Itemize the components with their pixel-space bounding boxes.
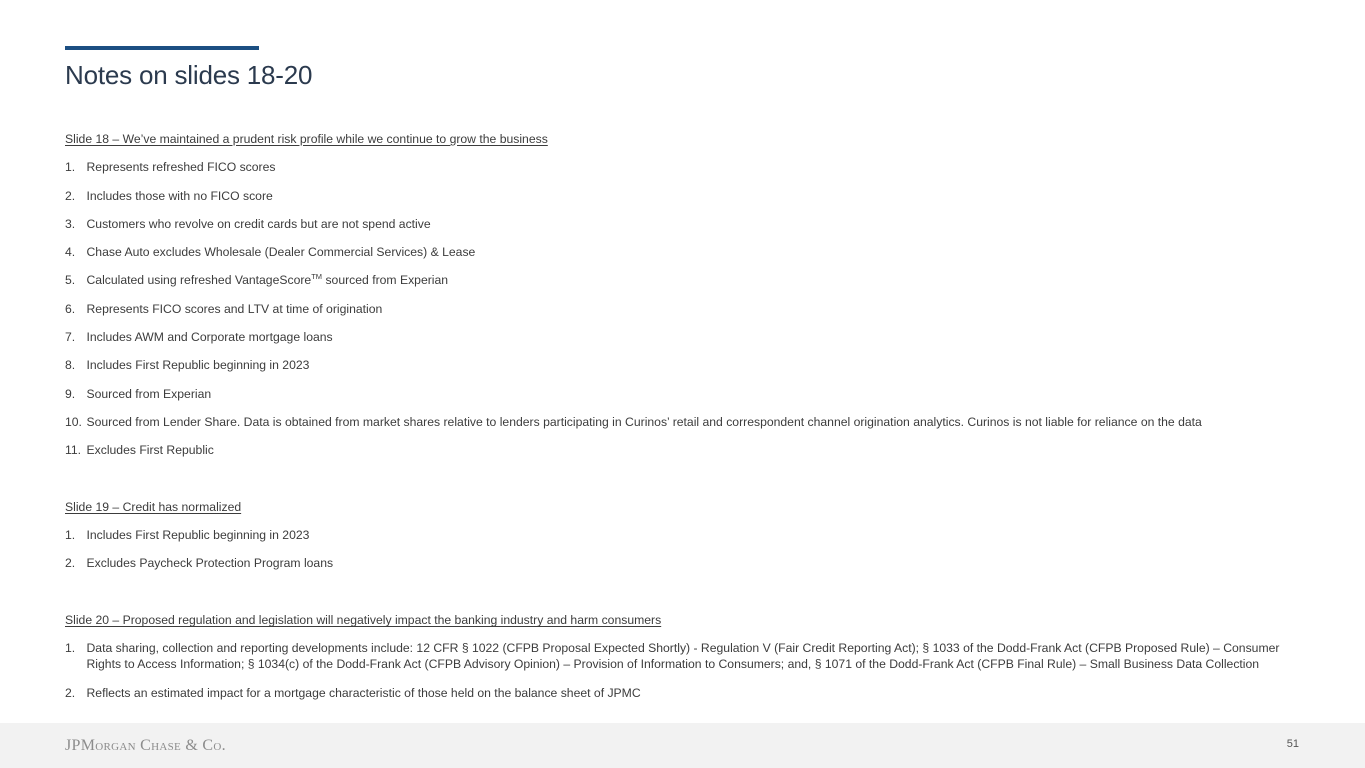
section-spacer: [65, 571, 1305, 612]
note-text: Chase Auto excludes Wholesale (Dealer Commercial Services) & Lease: [86, 245, 476, 260]
note-item: [65, 301, 1305, 317]
note-text: Customers who revolve on credit cards but are not spend active: [86, 216, 431, 231]
page-number: 51: [1286, 738, 1299, 750]
note-number: 1.: [65, 641, 76, 656]
note-text: Represents FICO scores and LTV at time of origination: [86, 301, 383, 316]
note-number: 10.: [65, 414, 82, 429]
note-item: [65, 555, 1305, 571]
note-item: [65, 188, 1305, 204]
note-item: [65, 329, 1305, 345]
page-title: Notes on slides 18-20: [65, 60, 313, 90]
note-number: 8.: [65, 358, 76, 373]
note-list: [65, 527, 1305, 571]
title-accent-bar: [65, 46, 259, 50]
notes-section-slide-18: [65, 131, 1305, 458]
note-text: Includes First Republic beginning in 2023: [86, 528, 310, 543]
note-text: Reflects an estimated impact for a mortgage characteristic of those held on the balance sheet of JPMC: [86, 685, 641, 700]
section-heading: Slide 18 – We’ve maintained a prudent risk profile while we continue to grow the business: [65, 132, 548, 146]
note-number: 2.: [65, 556, 76, 571]
note-item: [65, 414, 1305, 430]
note-item: [65, 527, 1305, 543]
note-number: 5.: [65, 273, 76, 288]
note-number: 11.: [65, 443, 82, 458]
notes-content: [65, 131, 1305, 701]
section-heading: Slide 20 – Proposed regulation and legislation will negatively impact the banking industry and harm consumers: [65, 613, 662, 628]
note-list: [65, 159, 1305, 458]
note-text: [87, 272, 1306, 288]
note-text: Represents refreshed FICO scores: [86, 160, 276, 175]
note-number: 2.: [65, 188, 76, 203]
note-number: 1.: [65, 528, 76, 543]
note-item: [65, 244, 1305, 260]
note-item: [65, 357, 1305, 373]
note-number: 2.: [65, 685, 76, 700]
note-text: Sourced from Experian: [86, 386, 212, 401]
notes-section-slide-19: [65, 499, 1305, 572]
trademark-superscript: TM: [311, 272, 323, 282]
note-item: [65, 272, 1305, 288]
note-item: [65, 159, 1305, 175]
note-text: Includes AWM and Corporate mortgage loans: [86, 330, 333, 345]
note-list: [65, 640, 1305, 700]
note-text: Includes those with no FICO score: [86, 188, 273, 203]
jpmorgan-logo: JPMorgan Chase & Co.: [65, 737, 226, 754]
section-heading: Slide 19 – Credit has normalized: [65, 499, 242, 514]
note-text: Data sharing, collection and reporting developments include: 12 CFR § 1022 (CFPB Proposal Expected Shortly) - Regulation V (Fair Credit Reporting Act); § 1033 of the Dodd-Frank Act (CFPB Proposed Rule) – Consumer Rights to Access Information; § 1034(c) of the Dodd-Frank Act (CFPB Advisory Opinion) – Provision of Information to Consumers; and, § 1071 of the Dodd-Frank Act (CFPB Final Rule) – Small Business Data Collection: [86, 641, 1280, 672]
note-text: Sourced from Lender Share. Data is obtained from market shares relative to lenders participating in Curinos’ retail and correspondent channel origination analytics. Curinos is not liable for reliance on the data: [86, 414, 1202, 429]
note-item: [65, 685, 1305, 701]
note-text-part: Calculated using refreshed VantageScore: [86, 273, 312, 288]
note-text: Excludes First Republic: [86, 443, 214, 458]
footer-bar: [0, 723, 1365, 768]
note-number: 6.: [65, 301, 76, 316]
note-item: [65, 640, 1305, 672]
note-number: 9.: [65, 386, 76, 401]
note-text: Includes First Republic beginning in 2023: [86, 358, 310, 373]
note-number: 7.: [65, 330, 76, 345]
notes-section-slide-20: [65, 612, 1305, 701]
note-number: 3.: [65, 216, 76, 231]
note-text: Excludes Paycheck Protection Program loans: [86, 556, 334, 571]
note-item: [65, 442, 1305, 458]
note-number: 1.: [65, 160, 76, 175]
note-item: [65, 386, 1305, 402]
note-number: 4.: [65, 245, 76, 260]
note-text-part: sourced from Experian: [322, 273, 449, 288]
note-item: [65, 216, 1305, 232]
section-spacer: [65, 458, 1305, 499]
